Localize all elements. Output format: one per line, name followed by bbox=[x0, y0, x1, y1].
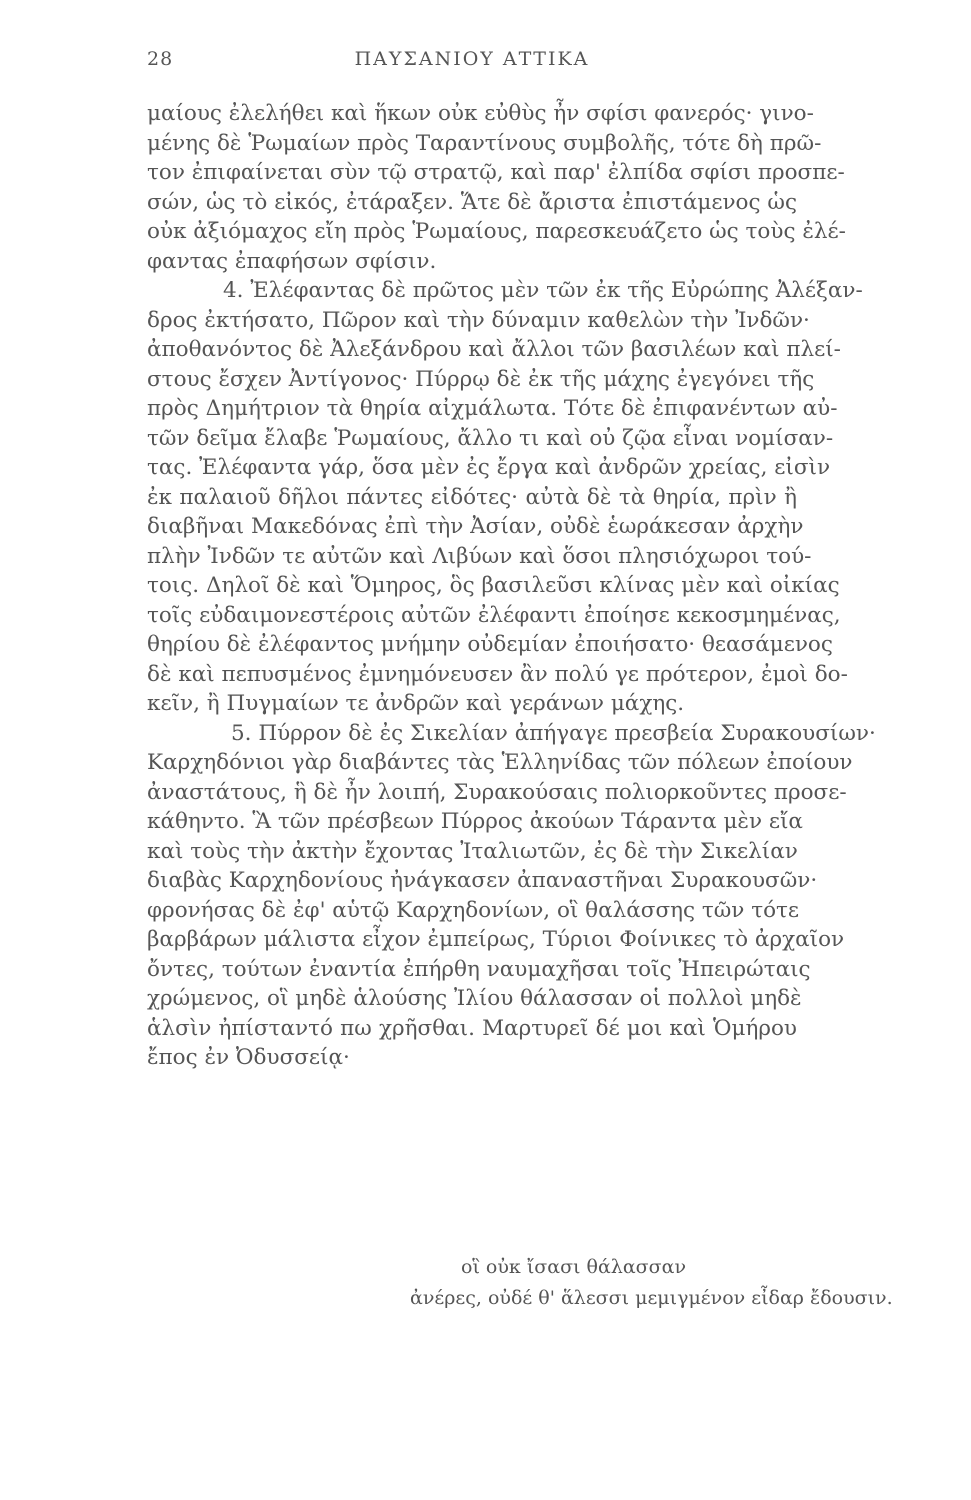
page-number: 28 bbox=[147, 48, 174, 70]
text-line: ὄντες, τούτων ἐναντία ἐπήρθη ναυμαχῆσαι τοῖς Ἠπειρώταις bbox=[147, 956, 811, 982]
text-line: φαντας ἐπαφήσων σφίσιν. bbox=[147, 248, 437, 274]
text-line: ἀναστάτους, ἣ δὲ ἦν λοιπή, Συρακούσαις πολιορκοῦντες προσε- bbox=[147, 779, 847, 805]
text-line: τοῖς εὐδαιμονεστέροις αὐτῶν ἐλέφαντι ἐποίησε κεκοσμημένας, bbox=[147, 602, 841, 628]
text-line: θηρίου δὲ ἐλέφαντος μνήμην οὐδεμίαν ἐποιήσατο· θεασάμενος bbox=[147, 632, 833, 657]
text-line: 4. Ἐλέφαντας δὲ πρῶτος μὲν τῶν ἐκ τῆς Εὐρώπης Ἀλέξαν- bbox=[223, 278, 863, 303]
text-line: τοις. Δηλοῖ δὲ καὶ Ὅμηρος, ὃς βασιλεῦσι κλίνας μὲν καὶ οἰκίας bbox=[147, 573, 840, 598]
text-line: κάθηντο. Ἃ τῶν πρέσβεων Πύρρος ἀκούων Τάραντα μὲν εἴα bbox=[147, 809, 803, 834]
running-title: ΠΑΥΣΑΝΙΟΥ ΑΤΤΙΚΑ bbox=[354, 48, 590, 70]
text-line: δὲ καὶ πεπυσμένος ἐμνημόνευσεν ἂν πολύ γε πρότερον, ἐμοὶ δο- bbox=[147, 661, 848, 687]
text-line: Καρχηδόνιοι γὰρ διαβάντες τὰς Ἑλληνίδας τῶν πόλεων ἐποίουν bbox=[147, 750, 853, 775]
text-line: ἐκ παλαιοῦ δῆλοι πάντες εἰδότες· αὐτὰ δὲ τὰ θηρία, πρὶν ἢ bbox=[147, 484, 797, 510]
text-line: καὶ τοὺς τὴν ἀκτὴν ἔχοντας Ἰταλιωτῶν, ἐς δὲ τὴν Σικελίαν bbox=[147, 838, 798, 864]
text-line: τον ἐπιφαίνεται σὺν τῷ στρατῷ, καὶ παρ' ἐλπίδα σφίσι προσπε- bbox=[147, 160, 845, 185]
text-line: σών, ὡς τὸ εἰκός, ἐτάραξεν. Ἅτε δὲ ἄριστα ἐπιστάμενος ὡς bbox=[147, 189, 797, 215]
text-line: ἁλσὶν ἠπίσταντό πω χρῆσθαι. Μαρτυρεῖ δέ μοι καὶ Ὁμήρου bbox=[147, 1015, 797, 1041]
text-line: πρὸς Δημήτριον τὰ θηρία αἰχμάλωτα. Τότε δὲ ἐπιφανέντων αὐ- bbox=[147, 396, 838, 421]
text-line: διαβὰς Καρχηδονίους ἠνάγκασεν ἀπαναστῆναι Συρακουσῶν· bbox=[147, 868, 818, 893]
main-text bbox=[147, 99, 876, 1073]
text-line: δρος ἐκτήσατο, Πῶρον καὶ τὴν δύναμιν καθελὼν τὴν Ἰνδῶν· bbox=[147, 307, 810, 333]
text-line: μένης δὲ Ῥωμαίων πρὸς Ταραντίνους συμβολῆς, τότε δὴ πρῶ- bbox=[147, 130, 822, 156]
text-line: μαίους ἐλελήθει καὶ ἥκων οὐκ εὐθὺς ἦν σφίσι φανερός· γινο- bbox=[147, 101, 814, 126]
text-line: χρώμενος, οἳ μηδὲ ἁλούσης Ἰλίου θάλασσαν οἱ πολλοὶ μηδὲ bbox=[147, 986, 802, 1011]
verse-quote-line-2: ἀνέρες, οὐδέ θ' ἅλεσσι μεμιγμένον εἶδαρ ἔδουσιν. bbox=[410, 1287, 893, 1309]
verse-quote-line-1: οἳ οὐκ ἴσασι θάλασσαν bbox=[461, 1256, 687, 1278]
text-line: 5. Πύρρον δὲ ἐς Σικελίαν ἀπήγαγε πρεσβεία Συρακουσίων· bbox=[231, 720, 876, 746]
text-line: οὐκ ἀξιόμαχος εἴη πρὸς Ῥωμαίους, παρεσκευάζετο ὡς τοὺς ἐλέ- bbox=[147, 219, 846, 244]
text-line: ἔπος ἐν Ὀδυσσείᾳ· bbox=[147, 1045, 350, 1070]
text-line: τῶν δεῖμα ἔλαβε Ῥωμαίους, ἄλλο τι καὶ οὐ ζῷα εἶναι νομίσαν- bbox=[147, 425, 834, 451]
text-line: διαβῆναι Μακεδόνας ἐπὶ τὴν Ἀσίαν, οὐδὲ ἑωράκεσαν ἀρχὴν bbox=[147, 514, 804, 539]
text-line: πλὴν Ἰνδῶν τε αὐτῶν καὶ Λιβύων καὶ ὅσοι πλησιόχωροι τού- bbox=[147, 543, 812, 569]
text-line: ἀποθανόντος δὲ Ἀλεξάνδρου καὶ ἄλλοι τῶν βασιλέων καὶ πλεί- bbox=[147, 337, 841, 362]
text-line: τας. Ἐλέφαντα γάρ, ὅσα μὲν ἐς ἔργα καὶ ἀνδρῶν χρείας, εἰσὶν bbox=[147, 455, 831, 480]
running-head bbox=[147, 48, 797, 78]
text-line: κεῖν, ἢ Πυγμαίων τε ἀνδρῶν καὶ γεράνων μάχης. bbox=[147, 691, 685, 716]
text-line: στους ἔσχεν Ἀντίγονος· Πύρρῳ δὲ ἐκ τῆς μάχης ἐγεγόνει τῆς bbox=[147, 366, 815, 392]
text-line: φρονήσας δὲ ἐφ' αὑτῷ Καρχηδονίων, οἳ θαλάσσης τῶν τότε bbox=[147, 897, 800, 923]
text-line: βαρβάρων μάλιστα εἶχον ἐμπείρως, Τύριοι Φοίνικες τὸ ἀρχαῖον bbox=[147, 927, 845, 952]
